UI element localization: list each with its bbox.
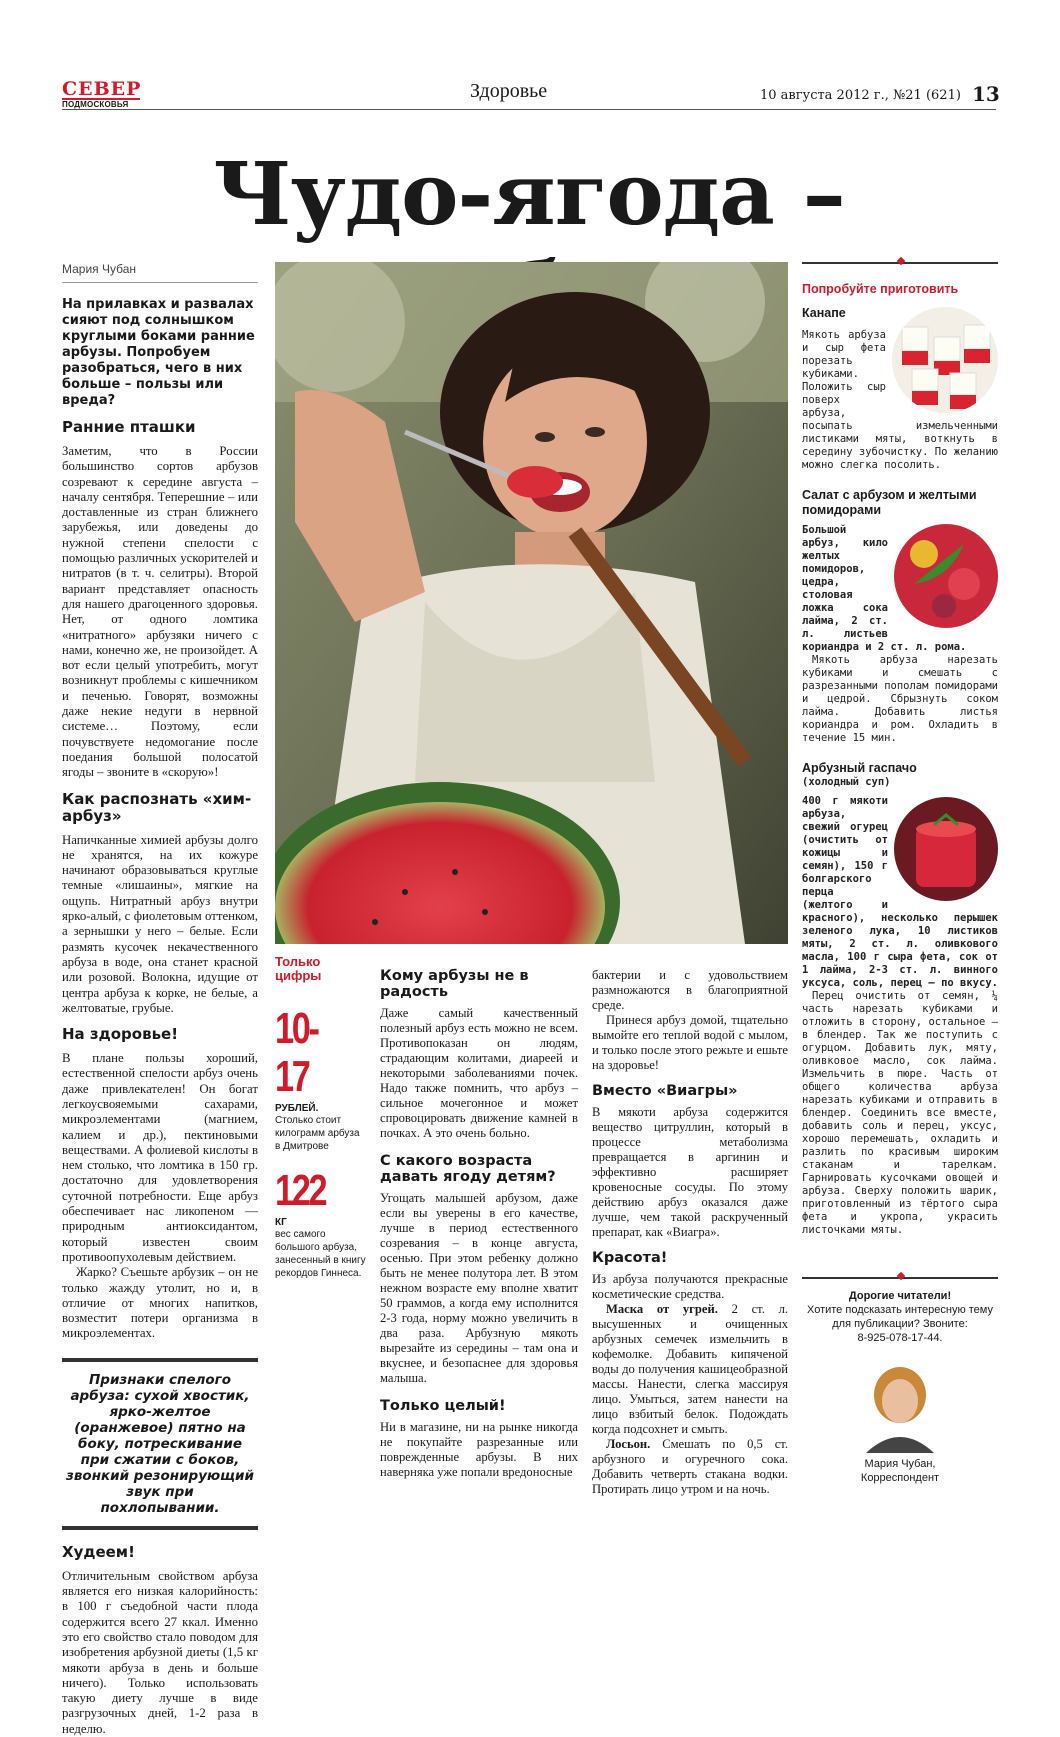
woman-eating-watermelon-photo <box>275 262 788 944</box>
beauty-recipe-text: Смешать по 0,5 ст. арбузного и огуречного сока. Добавить четверть стакана водки. Протирать лицо утром и на ночь. <box>592 1437 788 1496</box>
numbers-sidebar <box>275 955 367 1280</box>
section-title: Как распознать «хим-арбуз» <box>62 789 252 825</box>
numbers-heading: Только цифры <box>275 954 322 983</box>
canape-photo <box>892 307 998 413</box>
recipe-ingredients: Большой арбуз, кило желтых помидоров, цедра, столовая ложка сока лайма, 2 ст. л. листьев кориандра и 2 ст. л. рома. <box>802 524 967 653</box>
number-weight-unit: КГ <box>275 1217 287 1228</box>
recipe-text: Перец очистить от семян, ¼ часть нарезать кубиками и отложить в сторону, остальное – в блендер. Так же поступить с огурцом. Добавить лук, мяту, оливковое масло, сок лайма. Измельчить в пюре. Часть от общего количества арбуза нарезать кубиками и отправить в блендер. Соединить все вместе, добавить соль и перец, уксус, хорошо перемешать, охладить и разлить по красивым широким стаканам и тарелкам. Гарнировать кусочками овощей и арбуза. Сверху положить шарик, приготовленный из тёртого сыра фета и укропа, украсить листочками мяты. <box>802 990 998 1236</box>
logo-bottom-text: ПОДМОСКОВЬЯ <box>62 98 140 109</box>
section-text: Напичканные химией арбузы долго не хранятся, на их кожуре начинают образовываться круглые темные «лишаины», мягкие на ощупь. Нитратный арбуз внутри ярко-алый, с фиолетовым оттенком, а зернышки у него – белые. Если размять кусочек некачественного арбуза в воде, она станет красной или розовой. Волокна, идущие от центра арбуза к корке, не белые, а желтоватые, грубые. <box>62 832 258 1015</box>
divider-diamond <box>897 1272 905 1280</box>
readers-box <box>802 1289 998 1485</box>
number-price: 10-17 <box>275 1004 318 1101</box>
beauty-recipe-label: Маска от угрей. <box>606 1302 718 1316</box>
recipes-sidebar <box>802 262 998 1485</box>
recipe-text: Мякоть арбуза и сыр фета порезать кубиками. Положить сыр поверх арбуза, посыпать измельченными листиками мяты, воткнуть в середину зубочистку. По желанию можно слегка посолить. <box>802 329 998 471</box>
recipe-title: Арбузный гаспачо <box>802 761 917 775</box>
number-price-unit: РУБЛЕЙ. <box>275 1103 319 1114</box>
author-byline: Мария Чубан <box>62 262 258 283</box>
column-left <box>62 262 258 1737</box>
number-weight-text: вес самого большого арбуза, занесенный в книгу рекордов Гиннеса. <box>275 1229 366 1279</box>
salad-photo <box>894 524 998 628</box>
recipes-heading: Попробуйте приготовить <box>802 282 959 296</box>
column-middle-right <box>592 968 788 1497</box>
section-title: С какого возраста давать ягоду детям? <box>380 1153 556 1185</box>
beauty-recipe <box>592 1437 788 1497</box>
section-title: Красота! <box>592 1250 668 1266</box>
readers-text: Хотите подсказать интересную тему для публикации? Звоните: <box>807 1304 993 1330</box>
gazpacho-photo <box>894 797 998 901</box>
section-text: Угощать малышей арбузом, даже если вы уверены в его качестве, лучше в период естественного созревания – в конце августа, осенью. При этом ребенку должно быть не менее полутора лет. В этом нежном возрасте ему вполне хватит 50 граммов, а когда ему исполнится 2-3 года, норму можно увеличить в два раза. Арбузную мякоть вырезайте из середины – там она и вкуснее, и безопаснее для здоровья малыша. <box>380 1191 578 1385</box>
lead-paragraph: На прилавках и развалах сияют под солнышком круглыми боками ранние арбузы. Попробуем разобраться, чего в них больше – пользы или вреда? <box>62 297 255 408</box>
beauty-recipe-text: 2 ст. л. высушенных и очищенных арбузных семечек измельчить в кофемолке. Добавить кипяченой воды до получения кашицеобразной массы. Нанести, слегка массируя лицо. Умыться, затем нанести на лицо взбитый белок. Подождать когда подсохнет и смыть. <box>592 1302 788 1436</box>
section-title: Кому арбузы не в радость <box>380 968 529 1000</box>
newspaper-logo <box>62 80 140 109</box>
section-text: Ни в магазине, ни на рынке никогда не покупайте разрезанные или поврежденные арбузы. В них наверняка уже попали вредоносные <box>380 1420 578 1479</box>
logo-top-text: СЕВЕР <box>62 78 142 100</box>
sidebar-divider <box>802 1277 998 1279</box>
section-title: Вместо «Виагры» <box>592 1083 738 1099</box>
number-price-text: Столько стоит килограмм арбуза в Дмитрове <box>275 1115 360 1152</box>
issue-date: 10 августа 2012 г., №21 (621) <box>760 88 961 103</box>
section-title: Худеем! <box>62 1542 135 1561</box>
recipe-title: Канапе <box>802 306 846 320</box>
headline: Чудо-ягода – <box>213 144 845 245</box>
number-weight: 122 <box>275 1166 326 1215</box>
section-text: В мякоти арбуза содержится вещество цитруллин, который в процессе метаболизма превращается в аргинин и эффективно расширяет кровеносные сосуды. По этому действию арбуз оказался даже лучше, чем такой раскрученный препарат, как «Виагра». <box>592 1105 788 1239</box>
section-title: На здоровье! <box>62 1025 179 1044</box>
section-text: Из арбуза получаются прекрасные косметические средства. <box>592 1272 788 1301</box>
recipe-title: Салат с арбузом и желтыми помидорами <box>802 488 977 517</box>
correspondent-role: Корреспондент <box>860 1472 940 1484</box>
recipe-ingredients: 400 г мякоти арбуза, свежий огурец (очистить от кожицы и семян), 150 г болгарского перца (желтого и красного), несколько перышек зеленого лука, 10 листиков мяты, 2 ст. л. оливкового масла, 100 г сыра фета, сок от 1 лайма, 2-3 ст. л. винного уксуса, соль, перец – по вкусу. <box>802 795 998 989</box>
section-title: Ранние пташки <box>62 418 196 436</box>
section-text: бактерии и с удовольствием размножаются в благоприятной среде. <box>592 968 788 1012</box>
correspondent-name: Мария Чубан, <box>864 1458 936 1470</box>
column-middle <box>380 968 578 1480</box>
section-text: Жарко? Съешьте арбузик – он не только жажду утолит, но и, в отличие от многих напитков, возместит потери организма в микроэлементах. <box>62 1265 258 1341</box>
page-number: 13 <box>972 82 1000 106</box>
ripeness-quote: Признаки спелого арбуза: сухой хвостик, ярко-желтое (оранжевое) пятно на боку, потрескивание при сжатии с боков, звонкий резонирующий звук при похлопывании. <box>62 1358 258 1530</box>
readers-title: Дорогие читатели! <box>848 1290 952 1302</box>
readers-phone: 8-925-078-17-44. <box>857 1332 943 1344</box>
section-text: Заметим, что в России большинство сортов арбузов созревают к середине августа – началу сентября. Теперешние – или доставленные из стран ближнего зарубежья, или доведены до нужной степени спелости с помощью различных ускорителей и нитратов (в т. ч. селитры). Второй вариант представляет опасность для нашего драгоценного здоровья. Нет, от одного ломтика «нитратного» арбузяки ничего с нами, конечно же, не произойдет. А вот если целый употребить, могут возникнут проблемы с кишечником и печенью. Говорят, возможны даже некие недуги в нервной системе… Поэтому, если почувствуете недомогание после поедания большой полосатой ягоды – звоните в «скорую»! <box>62 444 258 780</box>
section-title: Только целый! <box>380 1398 506 1414</box>
section-text: Даже самый качественный полезный арбуз есть можно не всем. Противопоказан он людям, страдающим колитами, диареей и некоторыми заболеваниями почек. Надо также помнить, что арбуз – сильное мочегонное и может спровоцировать движение камней в почках. А это очень больно. <box>380 1006 578 1140</box>
section-text: Принеся арбуз домой, тщательно вымойте его теплой водой с мылом, и только после этого режьте и ешьте на здоровье! <box>592 1013 788 1072</box>
section-text: Отличительным свойством арбуза является его низкая калорийность: в 100 г съедобной части плода содержится всего 27 ккал. Именно это его свойство стало поводом для изобретения арбузной диеты (1,5 кг мякоти арбуза в день и больше ничего). Только использовать такую диету лучше в виде разгрузочных дней, 1-2 раза в неделю. <box>62 1568 258 1736</box>
header-divider <box>62 109 996 110</box>
rubric-title: Здоровье <box>470 80 548 102</box>
recipe-text: Мякоть арбуза нарезать кубиками и смешать с разрезанными пополам помидорами и цедрой. Сбрызнуть соком лайма. Добавить листья кориандра и ром. Охладить в течение 15 мин. <box>802 654 998 744</box>
recipe-subtitle: (холодный суп) <box>802 776 891 788</box>
correspondent-photo <box>852 1357 948 1453</box>
section-text: В плане пользы хороший, естественной спелости арбуз очень даже привлекателен! Он богат легкоусвояемыми сахарами, микроэлементами (магнием, калием и др.), пектиновыми веществами. А фолиевой кислоты в нем столько, что ломтика в 150 гр. достаточно для удовлетворения суточной потребности. Еще арбуз обеспечивает нас ликопеном — природным антиоксидантом, который известен своим противоопухолевым действием. <box>62 1051 258 1264</box>
sidebar-divider <box>802 262 998 264</box>
beauty-recipe-label: Лосьон. <box>606 1437 651 1451</box>
beauty-recipe <box>592 1302 788 1437</box>
